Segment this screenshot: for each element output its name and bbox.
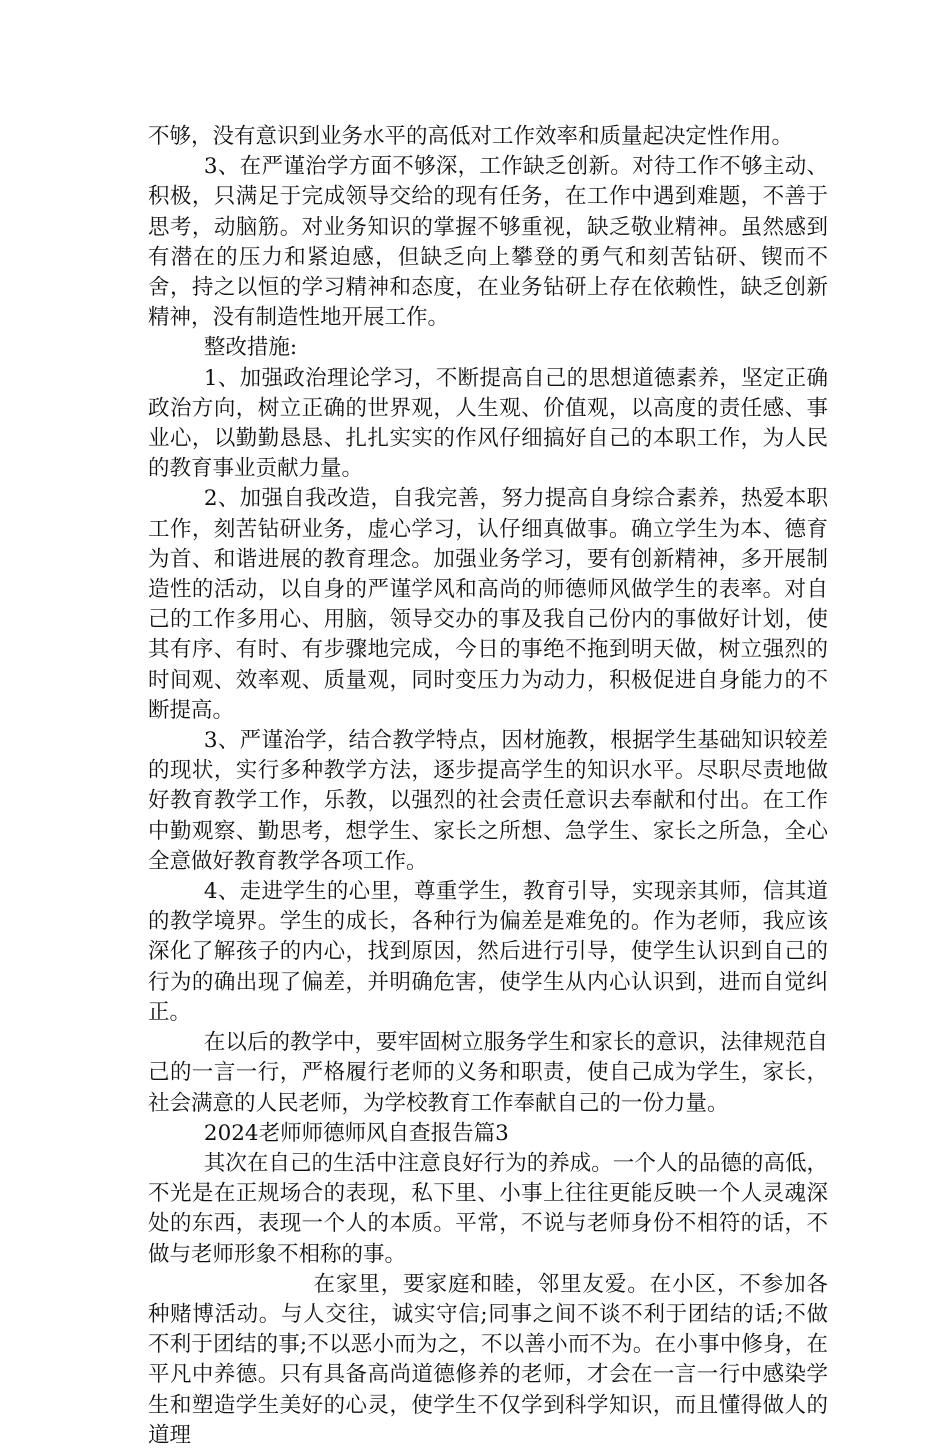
paragraph-issue-3: 3、在严谨治学方面不够深，工作缺乏创新。对待工作不够主动、积极，只满足于完成领导交给的现有任务，在工作中遇到难题，不善于思考，动脑筋。对业务知识的掌握不够重视，缺乏敬业精神。虽然感到有潜在的压力和紧迫感，但缺乏向上攀登的勇气和刻苦钻研、锲而不舍，持之以恒的学习精神和态度，在业务钻研上存在依赖性，缺乏创新精神，没有制造性地开展工作。 (148, 154, 828, 331)
paragraph-continuation: 不够，没有意识到业务水平的高低对工作效率和质量起决定性作用。 (148, 124, 794, 149)
section-title: 2024老师师德师风自查报告篇3 (203, 1120, 509, 1146)
paragraph-measure-3: 3、严谨治学，结合教学特点，因材施教，根据学生基础知识较差的现状，实行多种教学方法，逐步提高学生的知识水平。尽职尽责地做好教育教学工作，乐教，以强烈的社会责任意识去奉献和付出。在工作中勤观察、勤思考，想学生、家长之所想、急学生、家长之所急，全心全意做好教育教学各项工作。 (148, 728, 828, 874)
paragraph-measures-heading: 整改措施: (203, 335, 298, 361)
paragraph-measure-4: 4、走进学生的心里，尊重学生，教育引导，实现亲其师，信其道的教学境界。学生的成长，各种行为偏差是难免的。作为老师，我应该深化了解孩子的内心，找到原因，然后进行引导，使学生认识到自己的行为的确出现了偏差，并明确危害，使学生从内心认识到，进而自觉纠正。 (148, 879, 828, 1025)
paragraph-measure-2: 2、加强自我改造，自我完善，努力提高自身综合素养，热爱本职工作，刻苦钻研业务，虚心学习，认仔细真做事。确立学生为本、德育为首、和谐进展的教育理念。加强业务学习，要有创新精神，多开展制造性的活动，以自身的严谨学风和高尚的师德师风做学生的表率。对自己的工作多用心、用脑，领导交办的事及我自己份内的事做好计划，使其有序、有时、有步骤地完成，今日的事绝不拖到明天做，树立强烈的时间观、效率观、质量观，同时变压力为动力，积极促进自身能力的不断提高。 (148, 486, 828, 723)
paragraph-behavior: 其次在自己的生活中注意良好行为的养成。一个人的品德的高低，不光是在正规场合的表现，私下里、小事上往往更能反映一个人灵魂深处的东西，表现一个人的本质。平常，不说与老师身份不相符的话，不做与老师形象不相称的事。 (148, 1150, 828, 1267)
document-body (148, 122, 828, 1451)
paragraph-conclusion: 在以后的教学中，要牢固树立服务学生和家长的意识，法律规范自己的一言一行，严格履行老师的义务和职责，使自己成为学生，家长，社会满意的人民老师，为学校教育工作奉献自己的一份力量。 (148, 1030, 828, 1116)
paragraph-home-life: 在家里，要家庭和睦，邻里友爱。在小区，不参加各种赌博活动。与人交往，诚实守信;同事之间不谈不利于团结的话;不做不利于团结的事;不以恶小而为之，不以善小而不为。在小事中修身，在平凡中养德。只有具备高尚道德修养的老师，才会在一言一行中感染学生和塑造学生美好的心灵，使学生不仅学到科学知识，而且懂得做人的道理 (148, 1271, 828, 1448)
paragraph-measure-1: 1、加强政治理论学习，不断提高自己的思想道德素养，坚定正确政治方向，树立正确的世界观，人生观、价值观，以高度的责任感、事业心，以勤勤恳恳、扎扎实实的作风仔细搞好自己的本职工作，为人民的教育事业贡献力量。 (148, 365, 828, 482)
